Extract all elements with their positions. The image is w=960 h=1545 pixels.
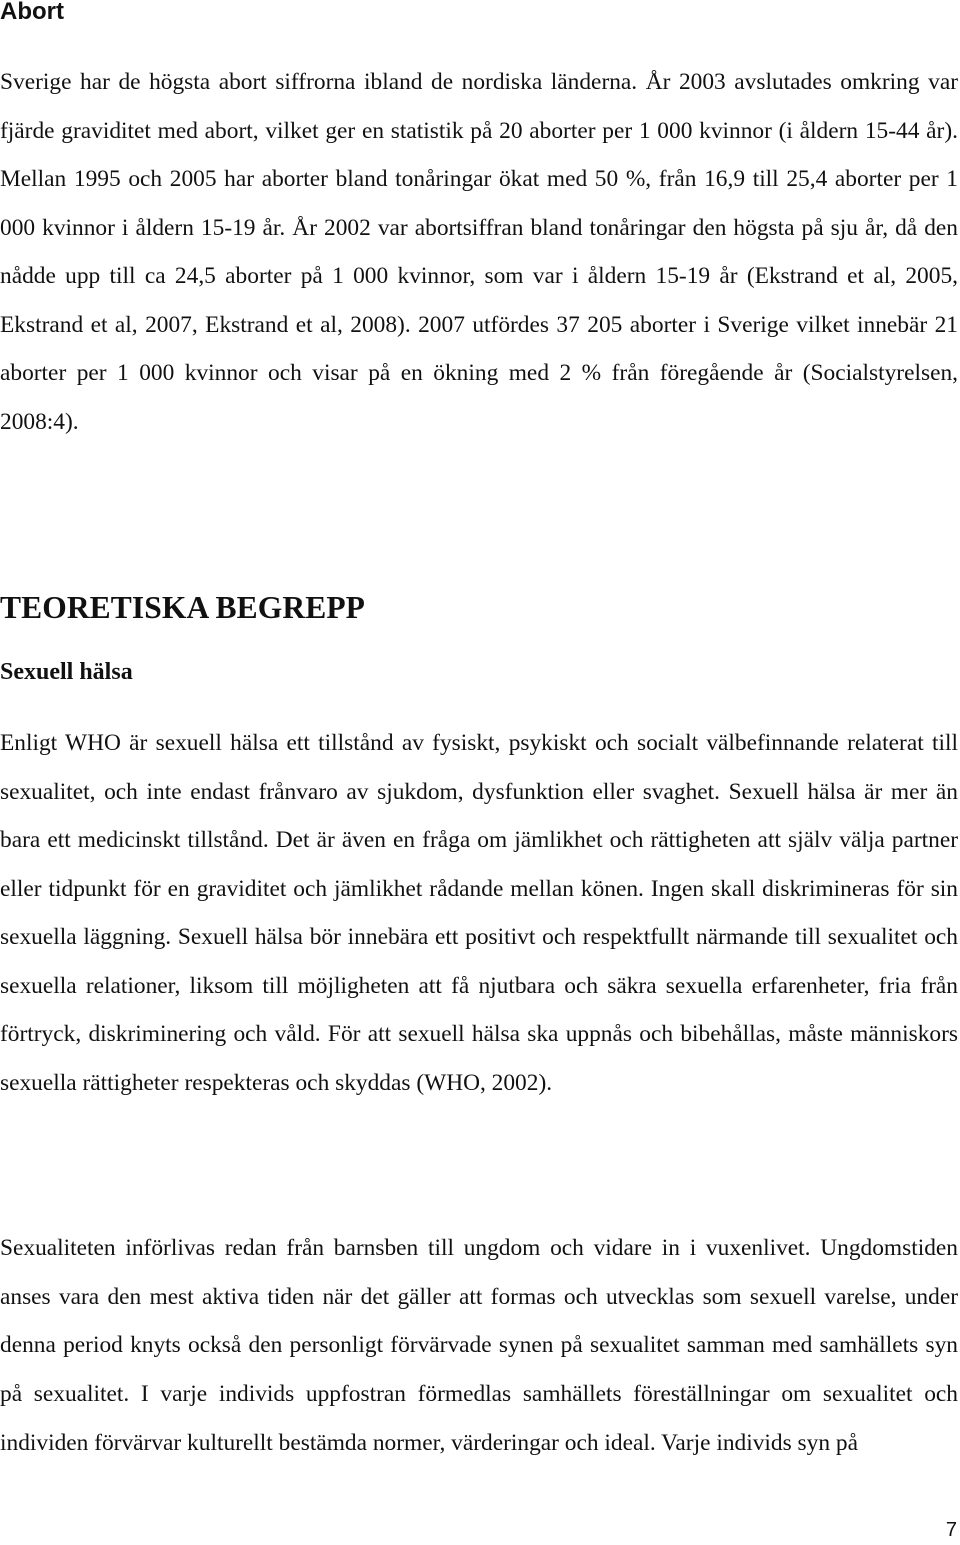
section-heading: Abort — [0, 0, 64, 25]
page-number: 7 — [945, 1519, 957, 1541]
chapter-subheading: Sexuell hälsa — [0, 659, 133, 685]
chapter-heading: TEORETISKA BEGREPP — [0, 590, 366, 625]
section-paragraph: Sverige har de högsta abort siffrorna ibland de nordiska länderna. År 2003 avslutades omkring var fjärde graviditet med abort, vilket ger en statistik på 20 aborter per 1 000 kvinnor (i åldern 15-44 år). Mellan 1995 och 2005 har aborter bland tonåringar ökat med 50 %, från 16,9 till 25,4 aborter per 1 000 kvinnor i åldern 15-19 år. År 2002 var abortsiffran bland tonåringar den högsta på sju år, då den nådde upp till ca 24,5 aborter på 1 000 kvinnor, som var i åldern 15-19 år (Ekstrand et al, 2005, Ekstrand et al, 2007, Ekstrand et al, 2008). 2007 utfördes 37 205 aborter i Sverige vilket innebär 21 aborter per 1 000 kvinnor och visar på en ökning med 2 % från föregående år (Socialstyrelsen, 2008:4). — [0, 69, 958, 435]
chapter-paragraph-2: Sexualiteten införlivas redan från barnsben till ungdom och vidare in i vuxenlivet. Ungdomstiden anses vara den mest aktiva tiden när det gäller att formas och utvecklas som sexuell varelse, under denna period knyts också den personligt förvärvade synen på sexualitet samman med samhällets syn på sexualitet. I varje individs uppfostran förmedlas samhällets föreställningar om sexualitet och individen förvärvar kulturellt bestämda normer, värderingar och ideal. Varje individs syn på — [0, 1235, 958, 1456]
chapter-paragraph-1: Enligt WHO är sexuell hälsa ett tillstånd av fysiskt, psykiskt och socialt välbefinnande relaterat till sexualitet, och inte endast frånvaro av sjukdom, dysfunktion eller svaghet. Sexuell hälsa är mer än bara ett medicinskt tillstånd. Det är även en fråga om jämlikhet och rättigheten att själv välja partner eller tidpunkt för en graviditet och jämlikhet rådande mellan könen. Ingen skall diskrimineras för sin sexuella läggning. Sexuell hälsa bör innebära ett positivt och respektfullt närmande till sexualitet och sexuella relationer, liksom till möjligheten att få njutbara och säkra sexuella erfarenheter, fria från förtryck, diskriminering och våld. För att sexuell hälsa ska uppnås och bibehållas, måste människors sexuella rättigheter respekteras och skyddas (WHO, 2002). — [0, 730, 958, 1096]
